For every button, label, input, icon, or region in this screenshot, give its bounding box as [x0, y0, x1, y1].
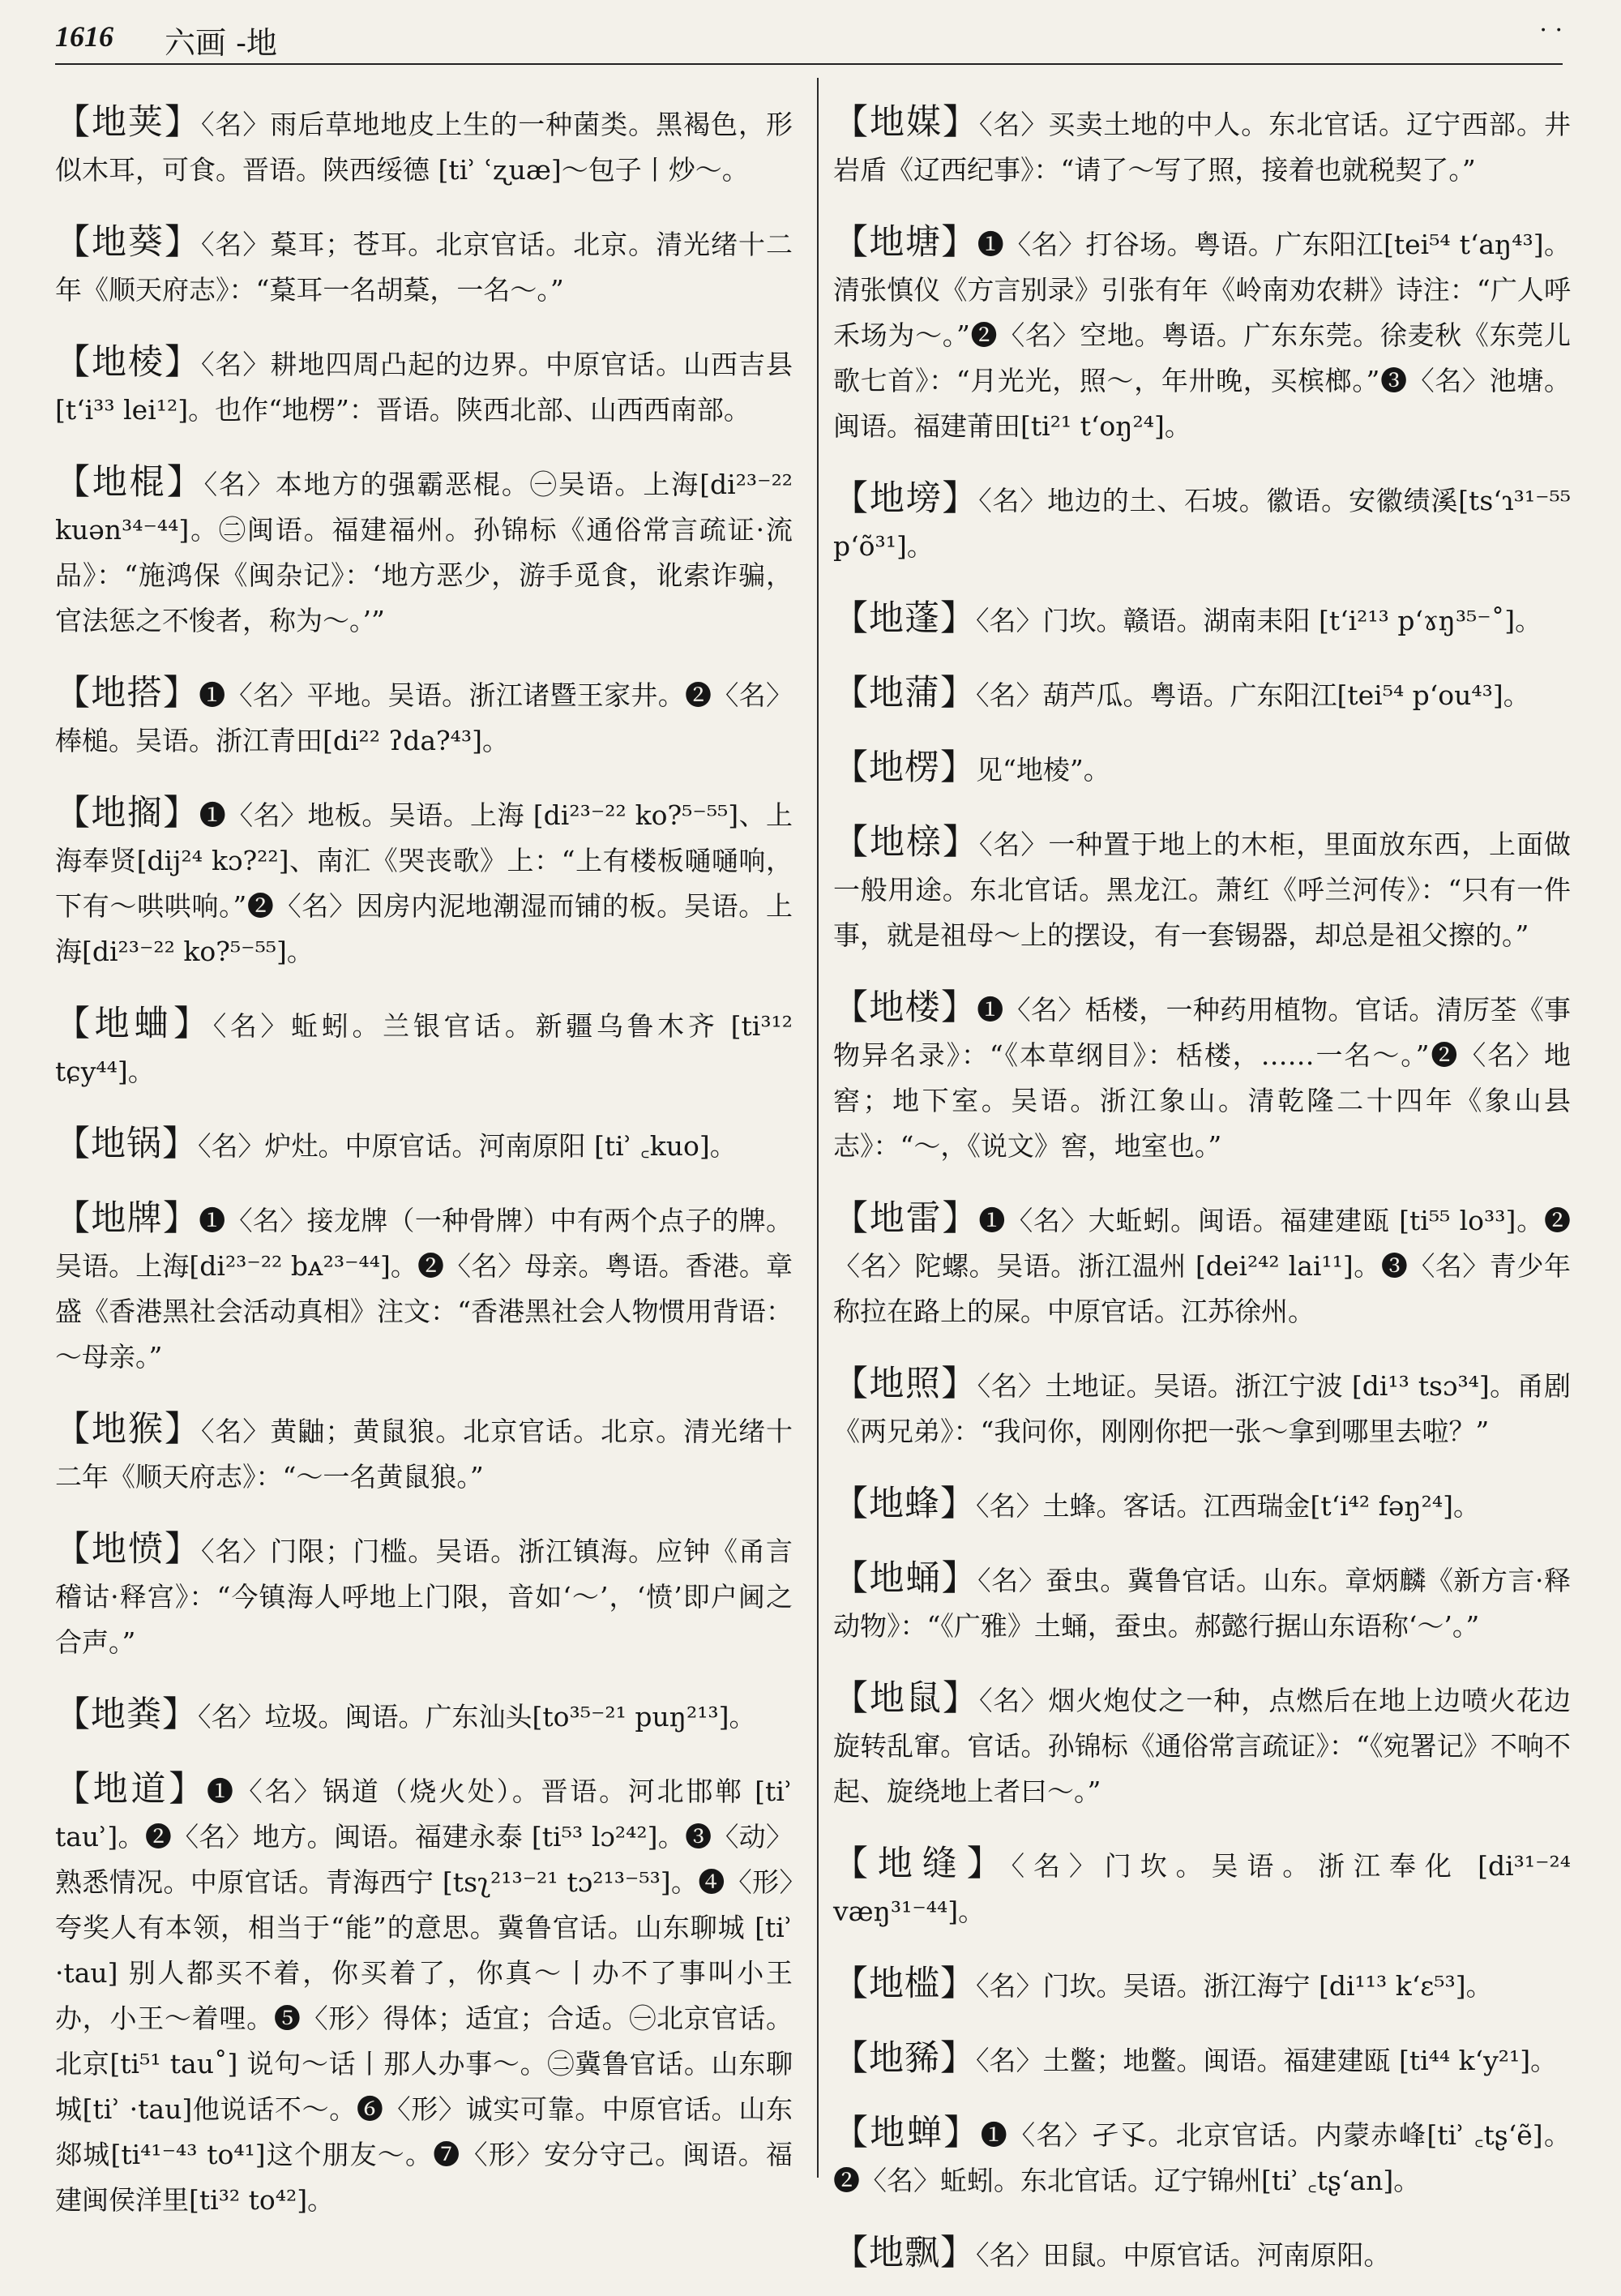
headword-term: 地愤 — [91, 1529, 165, 1570]
headword: 【地锅】 — [55, 1124, 198, 1164]
headword: 【地槛】 — [833, 1964, 976, 2004]
headword-term: 地塘 — [869, 222, 942, 263]
headword-term: 地猴 — [91, 1409, 165, 1450]
headword: 【地蒲】 — [833, 673, 976, 713]
entry-body: ❶〈名〉接龙牌（一种骨牌）中有两个点子的牌。吴语。上海[di²³⁻²² bᴀ²³⁻⁴⁴]。❷〈名〉母亲。粤语。香港。章盛《香港黑社会活动真相》注文：“香港黑社会人物惯用背语：～母亲。” — [55, 1205, 793, 1373]
page-header — [55, 11, 1563, 65]
headword-term: 地荚 — [91, 102, 165, 143]
headword: 【地飘】 — [833, 2233, 976, 2273]
headword-term: 地搭 — [91, 673, 163, 713]
column-divider — [817, 78, 819, 2178]
headword: 【地豨】 — [833, 2038, 976, 2079]
headword-term: 地蛐 — [94, 1004, 174, 1044]
entry-body: 〈名〉黄鼬；黄鼠狼。北京官话。北京。清光绪十二年《顺天府志》：“～一名黄鼠狼。” — [55, 1416, 793, 1493]
headword-term: 地缝 — [877, 1844, 967, 1884]
dictionary-entry — [833, 1361, 1571, 1454]
headword: 【地蝉】 — [833, 2113, 981, 2153]
entry-body: 〈名〉雨后草地地皮上生的一种菌类。黑褐色，形似木耳，可食。晋语。陕西绥德 [tiʾ ʿʐuæ]～包子丨炒～。 — [55, 109, 793, 186]
dictionary-entry — [833, 220, 1571, 449]
dictionary-entry — [55, 1001, 793, 1094]
headword-term: 地锅 — [91, 1124, 162, 1164]
dictionary-entry — [833, 1841, 1571, 1934]
dictionary-entry — [55, 340, 793, 433]
headword: 【地搭】 — [55, 673, 199, 713]
headword-term: 地塝 — [869, 478, 943, 519]
headword-term: 地蒲 — [869, 673, 940, 713]
headword: 【地媒】 — [833, 102, 979, 143]
dictionary-entry — [55, 1767, 793, 2223]
headword: 【地道】 — [55, 1769, 207, 1810]
dictionary-entry — [833, 1676, 1571, 1814]
headword-term: 地照 — [869, 1364, 942, 1404]
entry-body: 〈名〉门坎。吴语。浙江奉化 [di³¹⁻²⁴ væŋ³¹⁻⁴⁴]。 — [833, 1850, 1572, 1927]
entry-body: 〈名〉土地证。吴语。浙江宁波 [di¹³ tsɔ³⁴]。甬剧《两兄弟》：“我问你，刚刚你把一张～拿到哪里去啦？” — [833, 1370, 1572, 1447]
dictionary-entry — [55, 1196, 793, 1380]
dictionary-entry — [55, 1407, 793, 1500]
headword-term: 地棍 — [92, 462, 167, 503]
entry-body: 〈名〉炉灶。中原官话。河南原阳 [tiʾ ꜀kuo]。 — [198, 1130, 737, 1162]
headword-term: 地蛹 — [869, 1558, 942, 1599]
headword-term: 地雷 — [869, 1198, 943, 1239]
headword: 【地塝】 — [833, 478, 979, 519]
entry-body: 〈名〉葫芦瓜。粤语。广东阳江[tei⁵⁴ p‘ou⁴³]。 — [976, 679, 1530, 711]
entry-body: 〈名〉门限；门槛。吴语。浙江镇海。应钟《甬言稽诂·释宫》：“今镇海人呼地上门限，音如‘～’，‘愤’即户阃之合声。” — [55, 1536, 793, 1658]
corner-marks: · · — [1539, 16, 1563, 45]
dictionary-entry — [833, 1481, 1571, 1529]
dictionary-entry — [55, 1527, 793, 1665]
dictionary-entry — [833, 2230, 1571, 2278]
headword-term: 地飘 — [869, 2233, 940, 2273]
headword-term: 地鼠 — [869, 1678, 943, 1719]
dictionary-entry — [833, 745, 1571, 793]
dictionary-entry — [55, 1121, 793, 1169]
entry-body: 〈名〉垃圾。闽语。广东汕头[to³⁵⁻²¹ puŋ²¹³]。 — [198, 1701, 756, 1733]
headword: 【地蛐】 — [55, 1004, 213, 1044]
headword-term: 地搁 — [91, 793, 164, 833]
headword-term: 地豨 — [869, 2038, 940, 2079]
headword: 【地棍】 — [55, 462, 204, 503]
dictionary-entry — [55, 220, 793, 313]
dictionary-entry — [833, 1196, 1571, 1334]
headword-term: 地蜂 — [869, 1484, 940, 1524]
entry-body: 〈名〉地边的土、石坡。徽语。安徽绩溪[ts‘ɿ³¹⁻⁵⁵ p‘õ³¹]。 — [833, 485, 1572, 562]
entry-body: 〈名〉蚕虫。冀鲁官话。山东。章炳麟《新方言·释动物》：“《广雅》土蛹，蚕虫。郝懿行据山东语称‘～’。” — [833, 1565, 1572, 1642]
entry-body: ❶〈名〉栝楼，一种药用植物。官话。清厉荃《事物异名录》：“《本草纲目》：栝楼，……一名～。”❷〈名〉地窖；地下室。吴语。浙江象山。清乾隆二十四年《象山县志》：“～，《说文》窖，地室也。” — [833, 994, 1572, 1162]
entry-body: 〈名〉葈耳；苍耳。北京官话。北京。清光绪十二年《顺天府志》：“葈耳一名胡葈，一名～。” — [55, 229, 793, 306]
dictionary-entry — [833, 2110, 1571, 2204]
entry-body: ❶〈名〉地板。吴语。上海 [di²³⁻²² ko?⁵⁻⁵⁵]、上海奉贤[dij²⁴ kɔ?²²]、南汇《哭丧歌》上：“上有楼板嗵嗵响，下有～哄哄响。”❷〈名〉因房内泥地潮湿而铺的板。吴语。上海[di²³⁻²² ko?⁵⁻⁵⁵]。 — [55, 799, 793, 967]
headword-term: 地牌 — [91, 1198, 163, 1239]
headword-term: 地榇 — [869, 822, 943, 863]
dictionary-entry — [833, 820, 1571, 958]
dictionary-entry — [55, 790, 793, 975]
page-number: 1616 — [55, 20, 113, 53]
entry-body: 〈名〉蚯蚓。兰银官话。新疆乌鲁木齐 [ti³¹² tɕy⁴⁴]。 — [55, 1010, 793, 1087]
entry-body: 〈名〉烟火炮仗之一种，点燃后在地上边喷火花边旋转乱窜。官话。孙锦标《通俗常言疏证》：“《宛署记》不响不起、旋绕地上者曰～。” — [833, 1685, 1572, 1807]
entry-body: ❶〈名〉锅道（烧火处）。晋语。河北邯郸 [tiʾ tauʾ]。❷〈名〉地方。闽语。福建永泰 [ti⁵³ lɔ²⁴²]。❸〈动〉熟悉情况。中原官话。青海西宁 [tsʅ²¹³⁻²¹ tɔ²¹³⁻⁵³]。❹〈形〉夸奖人有本领，相当于“能”的意思。冀鲁官话。山东聊城 [tiʾ ·tau] 别人都买不着，你买着了，你真～丨办不了事叫小王办，小王～着哩。❺〈形〉得体；适宜；合适。㊀北京官话。北京[ti⁵¹ tau˚] 说句～话丨那人办事～。㊁冀鲁官话。山东聊城[tiʾ ·tau]他说话不～。❻〈形〉诚实可靠。中原官话。山东郯城[ti⁴¹⁻⁴³ to⁴¹]这个朋友～。❼〈形〉安分守己。闽语。福建闽侯洋里[ti³² to⁴²]。 — [55, 1776, 793, 2216]
headword: 【地愤】 — [55, 1529, 201, 1570]
entry-body: ❶〈名〉打谷场。粤语。广东阳江[tei⁵⁴ t‘aŋ⁴³]。清张慎仪《方言别录》引张有年《岭南劝农耕》诗注：“广人呼禾场为～。”❷〈名〉空地。粤语。广东东莞。徐麦秋《东莞儿歌七首》：“月光光，照～，年卅晚，买槟榔。”❸〈名〉池塘。闽语。福建莆田[ti²¹ t‘oŋ²⁴]。 — [833, 229, 1571, 442]
entry-body: 〈名〉土蜂。客话。江西瑞金[t‘i⁴² fəŋ²⁴]。 — [976, 1490, 1480, 1522]
entry-body: ❶〈名〉大蚯蚓。闽语。福建建瓯 [ti⁵⁵ lo³³]。❷〈名〉陀螺。吴语。浙江温州 [dei²⁴² lai¹¹]。❸〈名〉青少年称拉在路上的屎。中原官话。江苏徐州。 — [833, 1205, 1572, 1327]
dictionary-entry — [833, 1556, 1571, 1649]
entry-body: 见“地棱”。 — [976, 754, 1110, 786]
headword: 【地牌】 — [55, 1198, 199, 1239]
headword: 【地葵】 — [55, 222, 201, 263]
headword: 【地猴】 — [55, 1409, 201, 1450]
dictionary-entry — [833, 985, 1571, 1169]
section-heading: 六画 -地 — [165, 25, 277, 61]
headword: 【地榇】 — [833, 822, 979, 863]
headword-term: 地楞 — [869, 747, 940, 788]
headword-term: 地粪 — [91, 1694, 162, 1735]
headword-term: 地蓬 — [869, 598, 940, 639]
dictionary-entry — [833, 476, 1571, 569]
entry-body: 〈名〉买卖土地的中人。东北官话。辽宁西部。井岩盾《辽西纪事》：“请了～写了照，接着也就税契了。” — [833, 109, 1572, 186]
headword-term: 地楼 — [869, 987, 941, 1028]
dictionary-entry — [833, 100, 1571, 193]
dictionary-entry — [833, 1961, 1571, 2009]
dictionary-entry — [833, 670, 1571, 718]
headword: 【地楼】 — [833, 987, 977, 1028]
entry-body: 〈名〉田鼠。中原官话。河南原阳。 — [976, 2239, 1391, 2271]
headword: 【地搁】 — [55, 793, 199, 833]
headword: 【地塘】 — [833, 222, 977, 263]
headword: 【地蜂】 — [833, 1484, 976, 1524]
dictionary-entry — [55, 100, 793, 193]
entry-body: 〈名〉本地方的强霸恶棍。㊀吴语。上海[di²³⁻²² kuən³⁴⁻⁴⁴]。㊁闽语。福建福州。孙锦标《通俗常言疏证·流品》：“施鸿保《闽杂记》：‘地方恶少，游手觅食，讹索诈骗，官法惩之不悛者，称为～。’” — [55, 469, 793, 636]
headword: 【地缝】 — [833, 1844, 1012, 1884]
headword: 【地楞】 — [833, 747, 976, 788]
dictionary-entry — [55, 670, 793, 764]
entry-body: 〈名〉门坎。赣语。湖南耒阳 [t‘i²¹³ p‘ɤŋ³⁵⁻˚]。 — [976, 605, 1542, 636]
headword: 【地荚】 — [55, 102, 201, 143]
headword-term: 地葵 — [91, 222, 165, 263]
dictionary-entry — [55, 1692, 793, 1740]
dictionary-entry — [55, 460, 793, 644]
headword-term: 地槛 — [869, 1964, 940, 2004]
right-column — [833, 73, 1571, 2296]
headword-term: 地蝉 — [870, 2113, 944, 2153]
entry-body: ❶〈名〉孑孓。北京官话。内蒙赤峰[tiʾ ꜀tʂ‘ẽ]。❷〈名〉蚯蚓。东北官话。辽宁锦州[tiʾ ꜀tʂ‘an]。 — [833, 2119, 1572, 2196]
headword-term: 地棱 — [91, 342, 165, 383]
headword: 【地蛹】 — [833, 1558, 978, 1599]
left-column — [55, 73, 793, 2241]
dictionary-entry — [833, 596, 1571, 644]
headword: 【地鼠】 — [833, 1678, 979, 1719]
dictionary-entry — [833, 2036, 1571, 2084]
entry-body: 〈名〉耕地四周凸起的边界。中原官话。山西吉县 [t‘i³³ lei¹²]。也作“地楞”：晋语。陕西北部、山西西南部。 — [55, 349, 793, 426]
headword: 【地蓬】 — [833, 598, 976, 639]
headword: 【地雷】 — [833, 1198, 979, 1239]
headword: 【地粪】 — [55, 1694, 198, 1735]
headword-term: 地道 — [92, 1769, 169, 1810]
headword: 【地照】 — [833, 1364, 977, 1404]
headword: 【地棱】 — [55, 342, 201, 383]
entry-body: 〈名〉门坎。吴语。浙江海宁 [di¹¹³ k‘ɛ⁵³]。 — [976, 1970, 1493, 2002]
entry-body: 〈名〉土鳖；地鳖。闽语。福建建瓯 [ti⁴⁴ k‘y²¹]。 — [976, 2045, 1558, 2076]
entry-body: 〈名〉一种置于地上的木柜，里面放东西，上面做一般用途。东北官话。黑龙江。萧红《呼兰河传》：“只有一件事，就是祖母～上的摆设，有一套锡器，却总是祖父擦的。” — [833, 829, 1572, 951]
headword-term: 地媒 — [869, 102, 943, 143]
entry-body: ❶〈名〉平地。吴语。浙江诸暨王家井。❷〈名〉棒槌。吴语。浙江青田[di²² ʔda?⁴³]。 — [55, 679, 793, 756]
